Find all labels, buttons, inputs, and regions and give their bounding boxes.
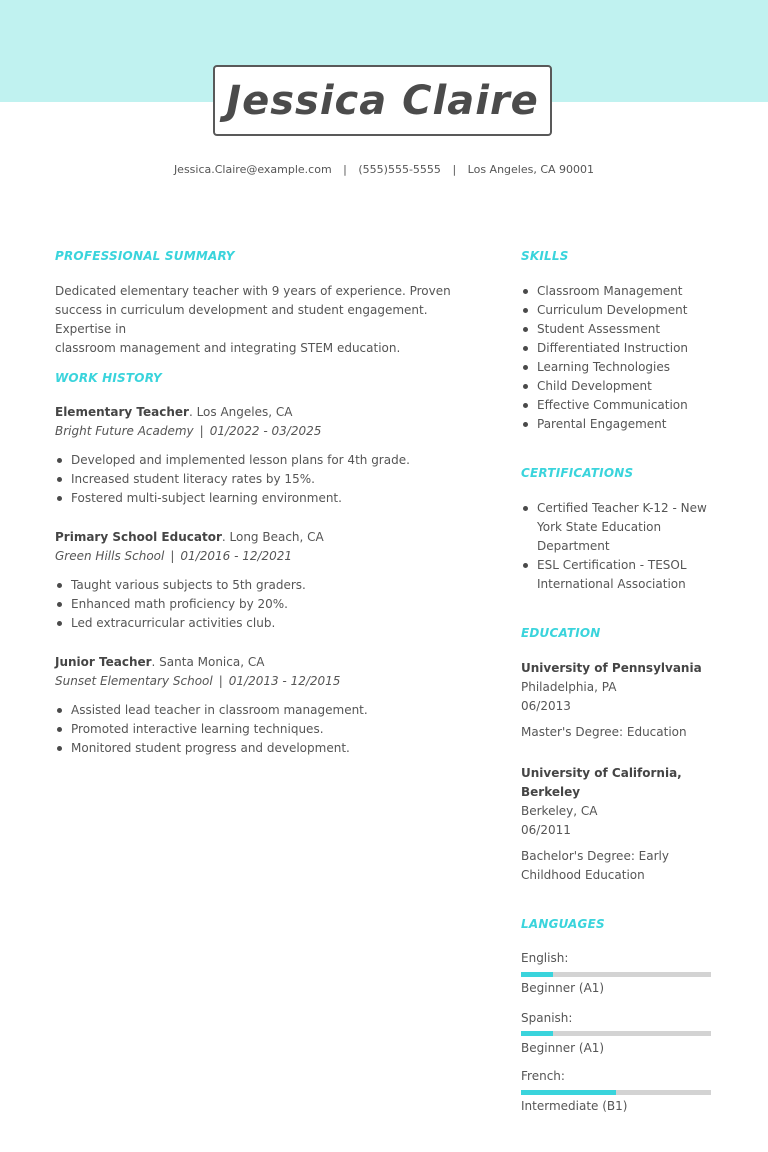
separator: | — [452, 163, 457, 176]
skills-heading: SKILLS — [521, 249, 569, 263]
list-item: Taught various subjects to 5th graders. — [55, 576, 306, 595]
summary-line: Dedicated elementary teacher with 9 years of experience. Proven — [55, 284, 451, 298]
certification-item — [521, 556, 721, 594]
job-title-line — [55, 405, 292, 419]
location: Los Angeles, CA 90001 — [467, 163, 595, 176]
school-name: University of Pennsylvania — [521, 661, 702, 675]
education-heading: EDUCATION — [521, 626, 601, 640]
language-level: Beginner (A1) — [521, 981, 605, 995]
job-employer-line — [55, 549, 292, 563]
job-title: Primary School Educator — [55, 530, 222, 544]
certification-line: York State Education — [537, 520, 662, 534]
email: Jessica.Claire@example.com — [173, 163, 332, 176]
language-level: Beginner (A1) — [521, 1041, 605, 1055]
language-bar-fill — [521, 972, 553, 977]
list-item: Promoted interactive learning techniques. — [55, 720, 368, 739]
job-employer-line — [55, 424, 321, 438]
summary-text — [55, 282, 485, 358]
list-item: Assisted lead teacher in classroom management. — [55, 701, 368, 720]
education-entry — [521, 659, 711, 742]
separator: | — [218, 674, 223, 688]
job-title-line — [55, 655, 264, 669]
graduation-date: 06/2011 — [521, 823, 571, 837]
school-city: Berkeley, CA — [521, 804, 598, 818]
certification-line: Certified Teacher K-12 - New — [537, 501, 707, 515]
certification-line: International Association — [537, 577, 686, 591]
separator: | — [170, 549, 175, 563]
school-name: Berkeley — [521, 785, 581, 799]
certifications-list — [521, 499, 721, 594]
phone: (555)555-5555 — [358, 163, 441, 176]
degree: Master's Degree: Education — [521, 725, 687, 739]
job-bullets — [55, 701, 368, 758]
language-bar — [521, 1031, 711, 1036]
job-dates: 01/2016 - 12/2021 — [180, 549, 293, 563]
employer: Green Hills School — [55, 549, 165, 563]
list-item: Fostered multi-subject learning environment. — [55, 489, 410, 508]
job-bullets — [55, 576, 306, 633]
language-bar — [521, 1090, 711, 1095]
language-name: French: — [521, 1069, 565, 1083]
employer: Bright Future Academy — [55, 424, 194, 438]
skill-item: Effective Communication — [521, 396, 688, 415]
job-title: Elementary Teacher — [55, 405, 189, 419]
skill-item: Learning Technologies — [521, 358, 688, 377]
skills-list — [521, 282, 688, 434]
graduation-date: 06/2013 — [521, 699, 571, 713]
job-dates: 01/2013 - 12/2015 — [228, 674, 341, 688]
language-level: Intermediate (B1) — [521, 1099, 628, 1113]
degree: Bachelor's Degree: Early — [521, 849, 669, 863]
list-item: Increased student literacy rates by 15%. — [55, 470, 410, 489]
school-name: University of California, — [521, 766, 682, 780]
summary-line: classroom management and integrating STEM education. — [55, 341, 401, 355]
contact-line — [0, 163, 768, 176]
job-title: Junior Teacher — [55, 655, 152, 669]
language-name: Spanish: — [521, 1011, 573, 1025]
skill-item: Student Assessment — [521, 320, 688, 339]
list-item: Monitored student progress and development. — [55, 739, 368, 758]
job-location: . Los Angeles, CA — [188, 405, 293, 419]
separator: | — [199, 424, 204, 438]
job-location: . Santa Monica, CA — [151, 655, 265, 669]
skill-item: Child Development — [521, 377, 688, 396]
school-city: Philadelphia, PA — [521, 680, 617, 694]
skill-item: Curriculum Development — [521, 301, 688, 320]
list-item: Enhanced math proficiency by 20%. — [55, 595, 306, 614]
job-bullets — [55, 451, 410, 508]
separator: | — [343, 163, 347, 176]
job-employer-line — [55, 674, 340, 688]
job-dates: 01/2022 - 03/2025 — [209, 424, 322, 438]
language-bar — [521, 972, 711, 977]
skill-item: Differentiated Instruction — [521, 339, 688, 358]
summary-line: success in curriculum development and student engagement. Expertise in — [55, 303, 428, 336]
skill-item: Classroom Management — [521, 282, 688, 301]
job-location: . Long Beach, CA — [221, 530, 324, 544]
certification-line: Department — [537, 539, 610, 553]
summary-heading: PROFESSIONAL SUMMARY — [55, 249, 235, 263]
language-bar-fill — [521, 1031, 553, 1036]
job-title-line — [55, 530, 324, 544]
language-bar-fill — [521, 1090, 616, 1095]
certification-item — [521, 499, 721, 556]
degree: Childhood Education — [521, 868, 645, 882]
education-entry — [521, 764, 711, 885]
language-name: English: — [521, 951, 569, 965]
name-box — [213, 65, 552, 136]
list-item: Developed and implemented lesson plans for 4th grade. — [55, 451, 410, 470]
list-item: Led extracurricular activities club. — [55, 614, 306, 633]
certification-line: ESL Certification - TESOL — [537, 558, 687, 572]
skill-item: Parental Engagement — [521, 415, 688, 434]
certifications-heading: CERTIFICATIONS — [521, 466, 634, 480]
employer: Sunset Elementary School — [55, 674, 213, 688]
languages-heading: LANGUAGES — [521, 917, 605, 931]
candidate-name: Jessica Claire — [226, 77, 539, 124]
work-heading: WORK HISTORY — [55, 371, 162, 385]
